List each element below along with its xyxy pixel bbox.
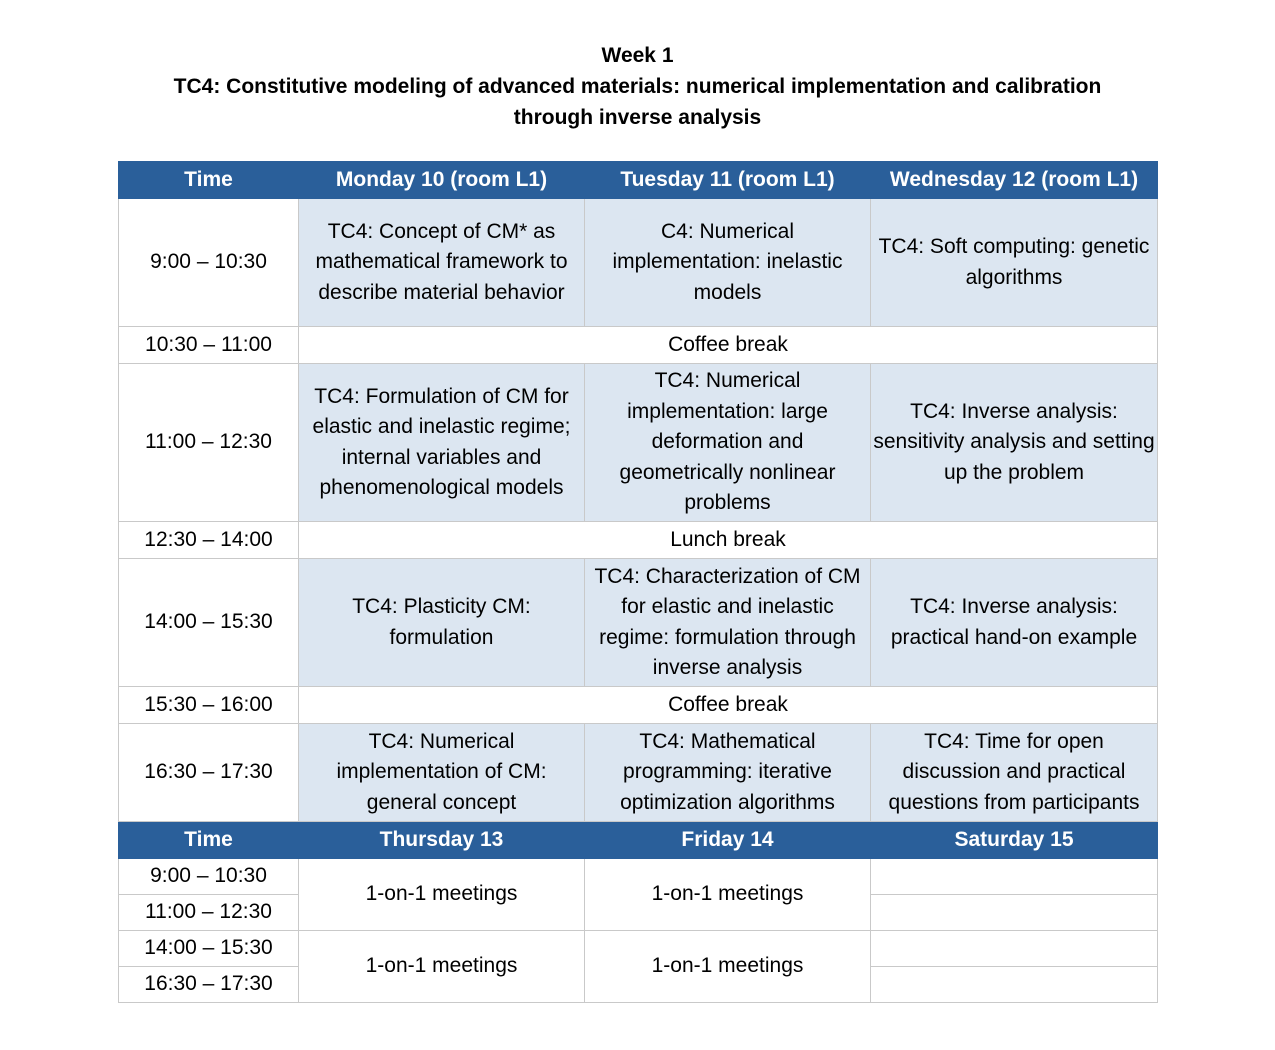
table-row [119, 364, 1158, 522]
time-cell: 15:30 – 16:00 [119, 687, 299, 724]
header-time: Time [119, 822, 299, 859]
time-cell: 16:30 – 17:30 [119, 967, 299, 1003]
session-cell: TC4: Formulation of CM for elastic and inelastic regime; internal variables and phenomenological models [299, 364, 585, 522]
session-cell: TC4: Characterization of CM for elastic and inelastic regime: formulation through inverse analysis [585, 559, 871, 687]
header-monday: Monday 10 (room L1) [299, 162, 585, 199]
header-wednesday: Wednesday 12 (room L1) [871, 162, 1158, 199]
table-row [119, 327, 1158, 364]
header-row [119, 822, 1158, 859]
time-cell: 12:30 – 14:00 [119, 522, 299, 559]
meeting-cell: 1-on-1 meetings [299, 931, 585, 1003]
header-row [119, 162, 1158, 199]
time-cell: 9:00 – 10:30 [119, 199, 299, 327]
table-row [119, 522, 1158, 559]
time-cell: 16:30 – 17:30 [119, 724, 299, 822]
session-cell: C4: Numerical implementation: inelastic models [585, 199, 871, 327]
table-row [119, 559, 1158, 687]
meeting-cell: 1-on-1 meetings [585, 859, 871, 931]
time-cell: 14:00 – 15:30 [119, 559, 299, 687]
header-tuesday: Tuesday 11 (room L1) [585, 162, 871, 199]
empty-cell [871, 931, 1158, 967]
table-row [119, 199, 1158, 327]
week-label: Week 1 [601, 44, 674, 67]
empty-cell [871, 859, 1158, 895]
session-cell: TC4: Time for open discussion and practical questions from participants [871, 724, 1158, 822]
break-cell: Coffee break [299, 327, 1158, 364]
table-row [119, 687, 1158, 724]
time-cell: 11:00 – 12:30 [119, 364, 299, 522]
break-cell: Coffee break [299, 687, 1158, 724]
empty-cell [871, 895, 1158, 931]
time-cell: 14:00 – 15:30 [119, 931, 299, 967]
empty-cell [871, 967, 1158, 1003]
break-cell: Lunch break [299, 522, 1158, 559]
meeting-cell: 1-on-1 meetings [299, 859, 585, 931]
session-cell: TC4: Numerical implementation: large deformation and geometrically nonlinear problems [585, 364, 871, 522]
session-cell: TC4: Numerical implementation of CM: general concept [299, 724, 585, 822]
meeting-cell: 1-on-1 meetings [585, 931, 871, 1003]
header-thursday: Thursday 13 [299, 822, 585, 859]
time-cell: 9:00 – 10:30 [119, 859, 299, 895]
header-friday: Friday 14 [585, 822, 871, 859]
session-cell: TC4: Plasticity CM: formulation [299, 559, 585, 687]
time-cell: 10:30 – 11:00 [119, 327, 299, 364]
table-row [119, 931, 1158, 967]
title-line-2: through inverse analysis [513, 106, 762, 129]
table-row [119, 859, 1158, 895]
time-cell: 11:00 – 12:30 [119, 895, 299, 931]
header-saturday: Saturday 15 [871, 822, 1158, 859]
session-cell: TC4: Inverse analysis: practical hand-on example [871, 559, 1158, 687]
session-cell: TC4: Soft computing: genetic algorithms [871, 199, 1158, 327]
session-cell: TC4: Mathematical programming: iterative optimization algorithms [585, 724, 871, 822]
schedule-table [118, 161, 1158, 1003]
table-row [119, 724, 1158, 822]
session-cell: TC4: Concept of CM* as mathematical framework to describe material behavior [299, 199, 585, 327]
header-time: Time [119, 162, 299, 199]
page-title [0, 40, 1275, 133]
title-line-1: TC4: Constitutive modeling of advanced materials: numerical implementation and calibration [173, 75, 1102, 98]
session-cell: TC4: Inverse analysis: sensitivity analysis and setting up the problem [871, 364, 1158, 522]
